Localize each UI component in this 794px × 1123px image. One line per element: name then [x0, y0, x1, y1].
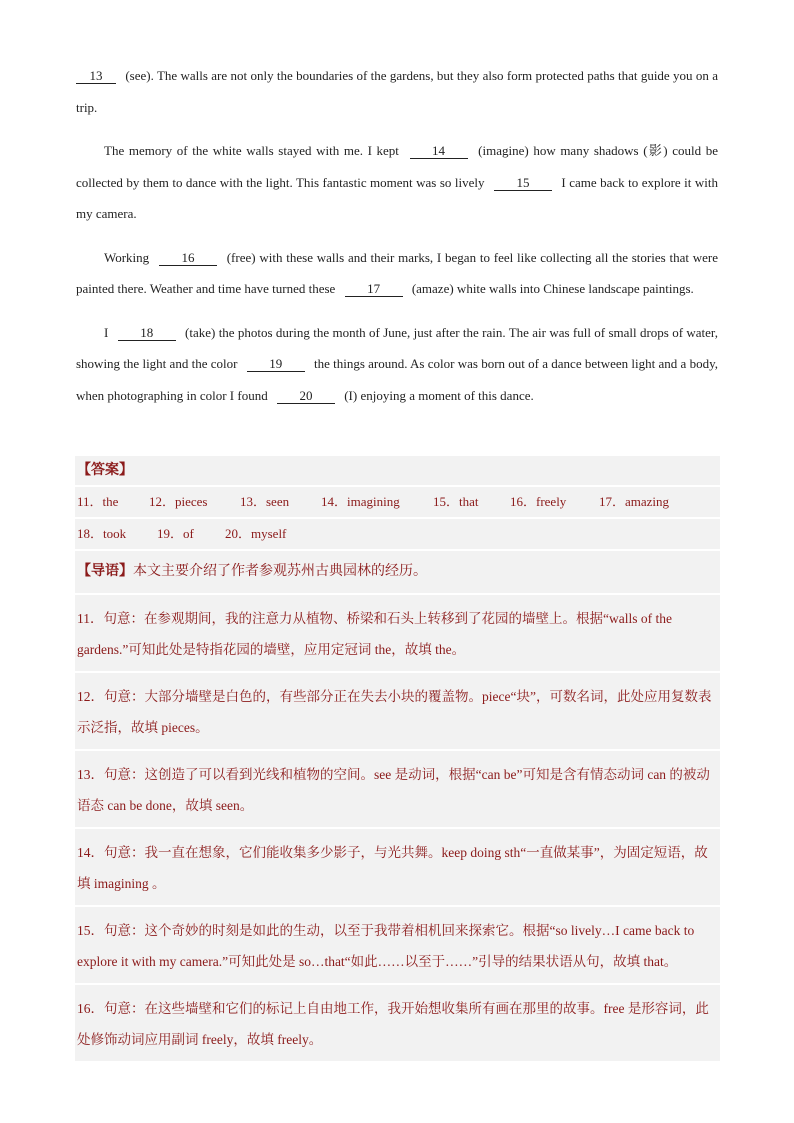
passage-paragraph-2: The memory of the white walls stayed with me. I kept 14 (imagine) how many shadows (影) could be collected by them to dance with the light. This fantastic moment was so lively 15 I came back to explore it with my camera.	[76, 143, 719, 221]
passage-paragraph-4: I 18 (take) the photos during the month of June, just after the rain. The air was full of small drops of water, showing the light and the color 19 the things around. As color was born out of a dance between light and a body, when photographing in color I found 20 (I) enjoying a moment of this dance.	[76, 324, 718, 403]
explanation-12: 12．句意：大部分墙壁是白色的，有些部分正在失去小块的覆盖物。piece“块”，可数名词，此处应用复数表示泛指，故填 pieces。	[75, 673, 720, 749]
answer-key: 14．imagining	[321, 494, 400, 509]
answer-key: 18．took	[77, 526, 127, 541]
answer-key: 11．the	[77, 494, 119, 509]
blank-18: 18	[118, 326, 176, 341]
answer-key: 17．amazing	[599, 494, 670, 509]
answer-keys-row-1	[75, 487, 720, 517]
blank-15: 15	[494, 176, 552, 191]
explanation-16: 16．句意：在这些墙壁和它们的标记上自由地工作，我开始想收集所有画在那里的故事。free 是形容词，此处修饰动词应用副词 freely，故填 freely。	[75, 985, 720, 1061]
answer-key: 19．of	[157, 526, 194, 541]
answer-key: 20．myself	[225, 526, 287, 541]
intro-row	[75, 551, 720, 593]
answer-key: 15．that	[433, 494, 479, 509]
blank-14: 14	[410, 144, 468, 159]
explanation-13: 13．句意：这创造了可以看到光线和植物的空间。see 是动词，根据“can be”可知是含有情态动词 can 的被动语态 can be done，故填 seen。	[75, 751, 720, 827]
passage	[76, 60, 718, 423]
answer-key: 16．freely	[510, 494, 567, 509]
answer-key: 12．pieces	[149, 494, 208, 509]
explanation-15: 15．句意：这个奇妙的时刻是如此的生动，以至于我带着相机回来探索它。根据“so lively…I came back to explore it with my camera.”可知此处是 so…that“如此……以至于……”引导的结果状语从句，故填 that。	[75, 907, 720, 983]
intro-label: 【导语】	[77, 564, 133, 579]
answer-key: 13．seen	[240, 494, 290, 509]
answer-label: 【答案】	[75, 456, 720, 485]
blank-13: 13	[76, 69, 116, 84]
intro-text: 本文主要介绍了作者参观苏州古典园林的经历。	[133, 564, 427, 579]
blank-16: 16	[159, 251, 217, 266]
passage-paragraph-3: Working 16 (free) with these walls and their marks, I began to feel like collecting all the stories that were painted there. Weather and time have turned these 17 (amaze) white walls into Chinese landscape paintings.	[76, 249, 718, 296]
explanation-14: 14．句意：我一直在想象，它们能收集多少影子，与光共舞。keep doing sth“一直做某事”，为固定短语，故填 imagining 。	[75, 829, 720, 905]
blank-19: 19	[247, 357, 305, 372]
answer-section	[75, 456, 720, 1063]
blank-20: 20	[277, 389, 335, 404]
explanation-11: 11．句意：在参观期间，我的注意力从植物、桥梁和石头上转移到了花园的墙壁上。根据“walls of the gardens.”可知此处是特指花园的墙壁，应用定冠词 the，故填 the。	[75, 595, 720, 671]
answer-keys-row-2	[75, 519, 720, 549]
blank-17: 17	[345, 282, 403, 297]
passage-paragraph-1: 13 (see). The walls are not only the boundaries of the gardens, but they also form protected paths that guide you on a trip.	[76, 68, 718, 115]
